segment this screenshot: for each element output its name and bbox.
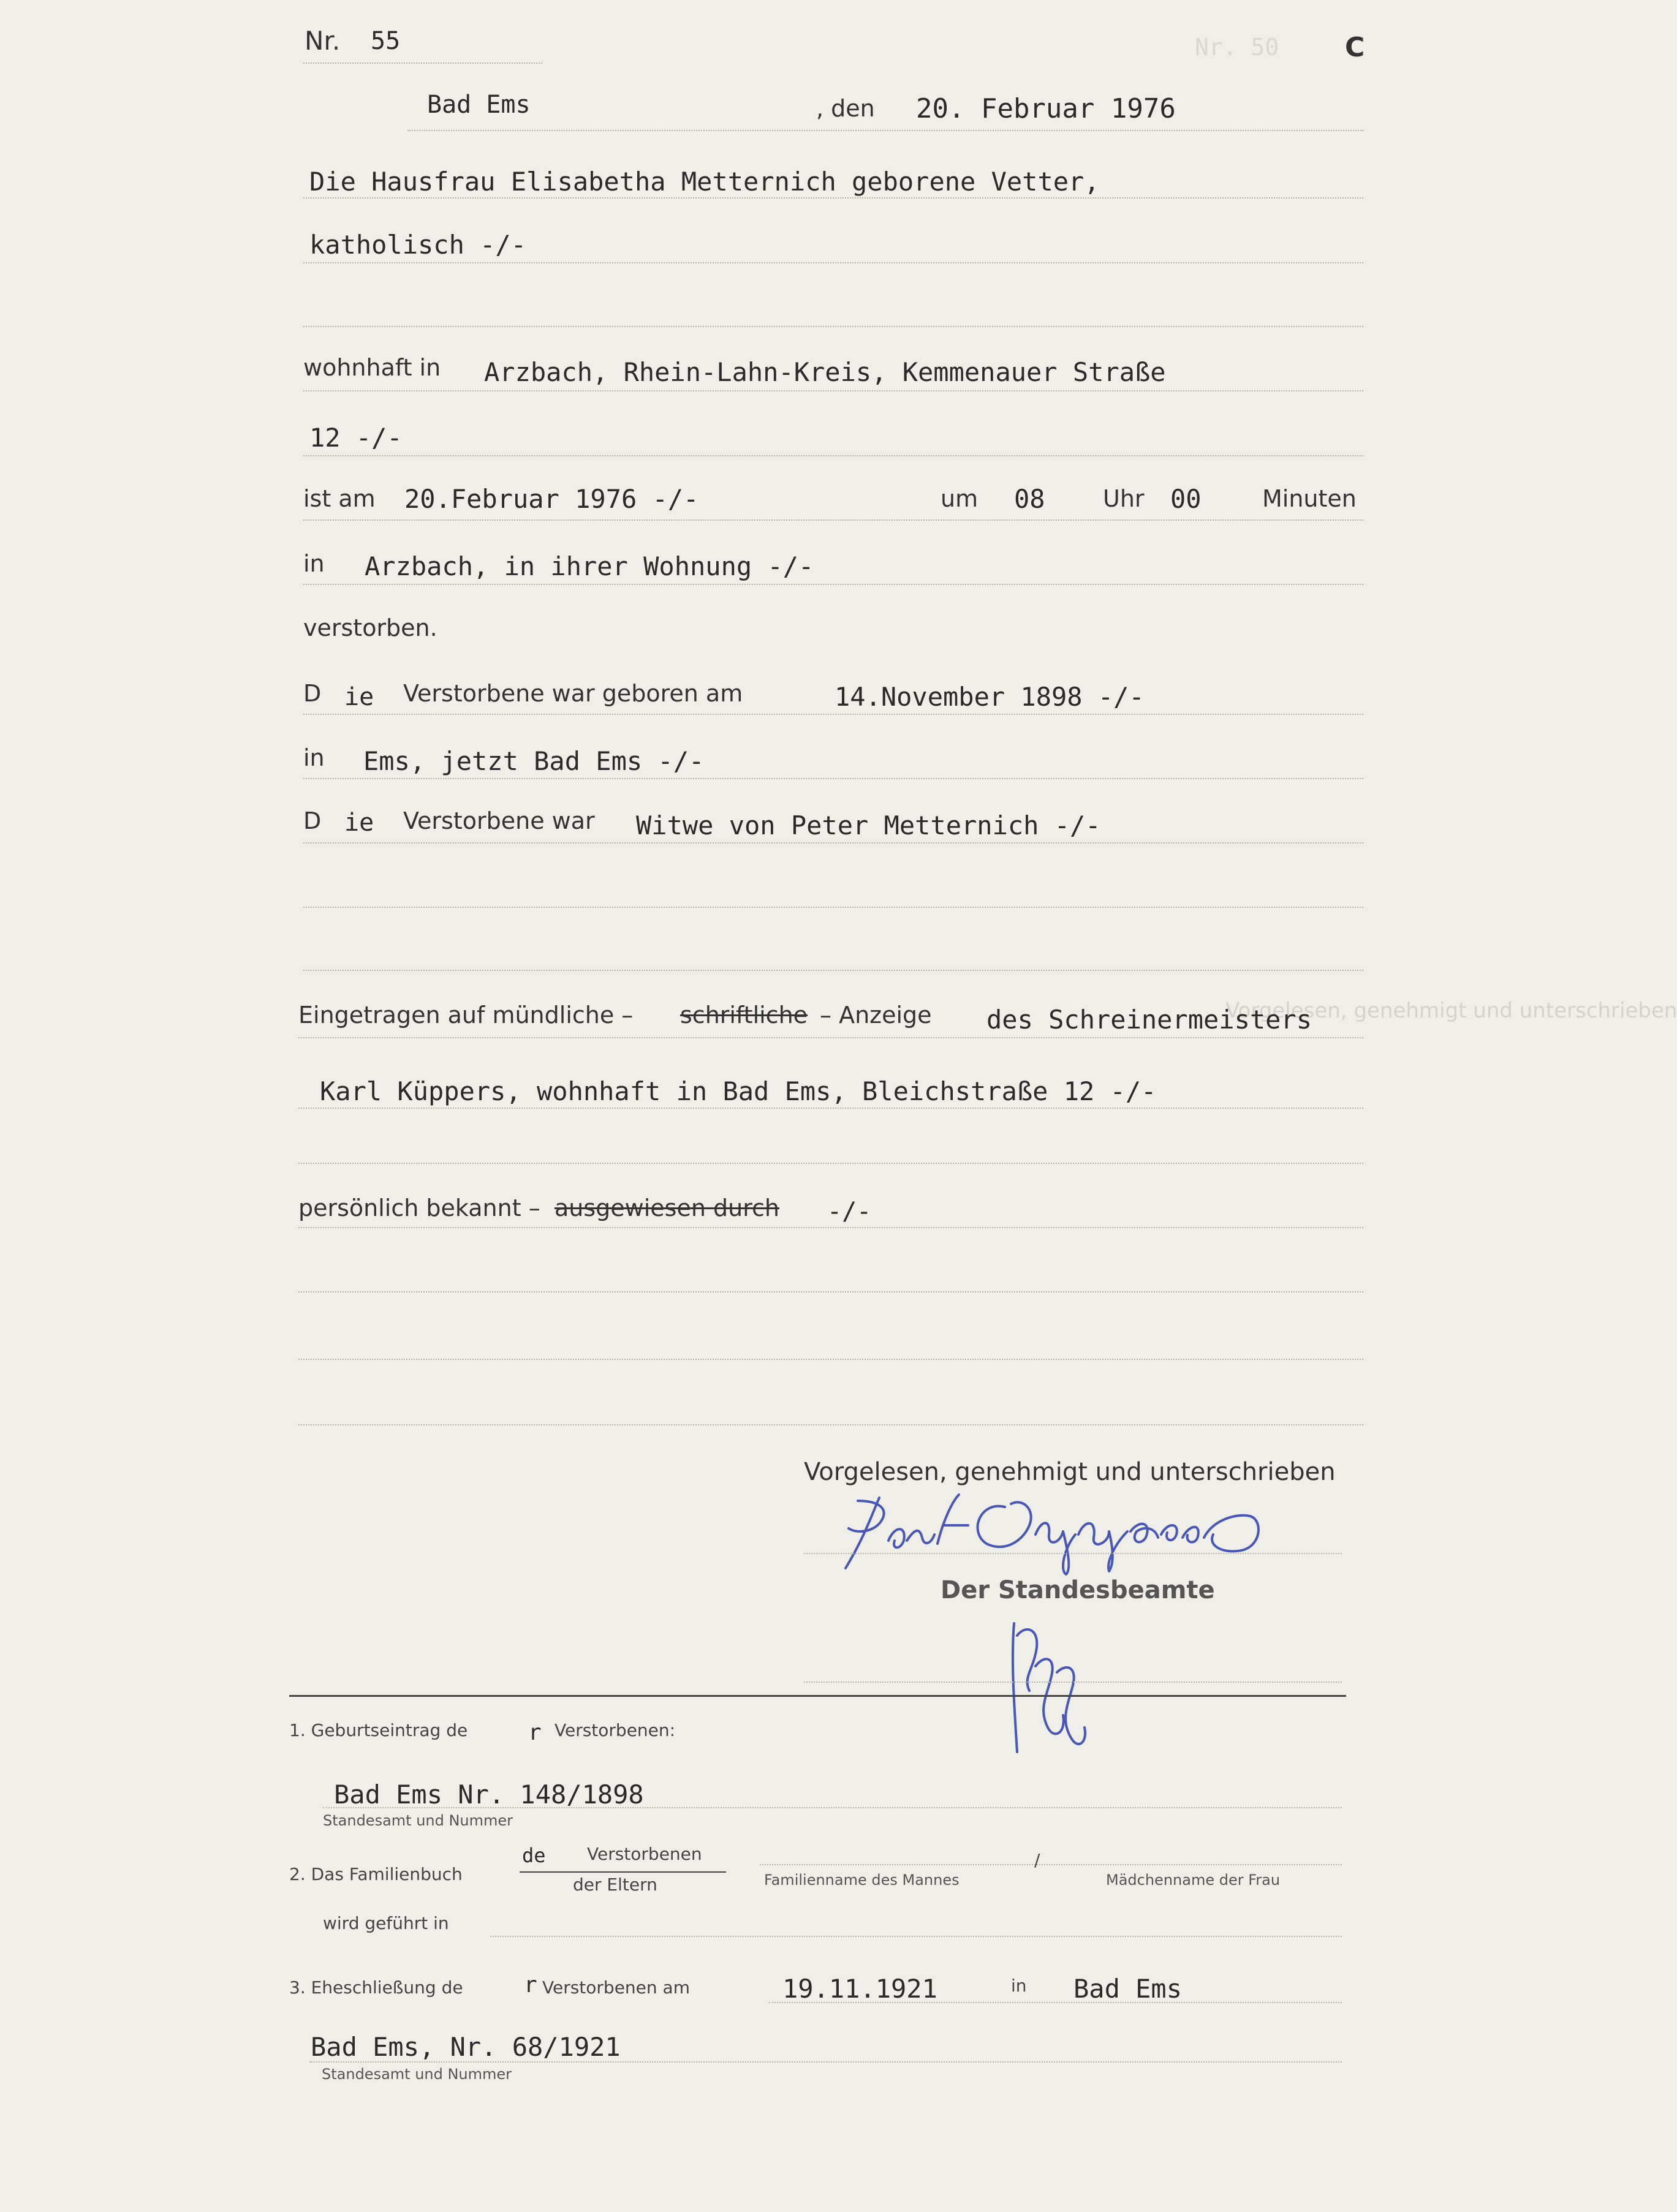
dotted-line [303,584,1363,585]
item3-caption: Standesamt und Nummer [322,2066,512,2083]
fraction-bar [520,1871,726,1873]
item2-frac-top: Verstorbenen [587,1844,702,1864]
ghost-text: Nr. 50 [1195,34,1279,61]
death-date: 20.Februar 1976 -/- [404,484,699,514]
official-title: Der Standesbeamte [941,1576,1215,1604]
report-typed-2: Karl Küppers, wohnhaft in Bad Ems, Bleichstraße 12 -/- [320,1076,1157,1106]
dotted-line [303,390,1363,391]
item2-frac-top-suffix: de [522,1844,546,1867]
geboren-label: Verstorbene war geboren am [403,680,743,707]
death-place: Arzbach, in ihrer Wohnung -/- [365,551,814,581]
item1-value: Bad Ems Nr. 148/1898 [334,1780,644,1810]
ist-am-label: ist am [303,485,376,512]
dotted-line [303,970,1363,971]
birth-place: Ems, jetzt Bad Ems -/- [363,746,705,776]
person-line-1: Die Hausfrau Elisabetha Metternich geborene Vetter, [309,167,1100,197]
birth-date: 14.November 1898 -/- [835,682,1145,712]
minuten-label: Minuten [1262,485,1357,512]
struck-ausgewiesen: ausgewiesen durch [555,1195,779,1221]
dotted-line [298,1108,1363,1109]
corner-letter: C [1345,32,1365,63]
dotted-line [298,1359,1363,1360]
uhr-label: Uhr [1103,485,1145,512]
item1-caption: Standesamt und Nummer [323,1812,513,1829]
item3-date: 19.11.1921 [782,1974,937,2004]
dotted-line [298,1227,1363,1228]
dotted-line [303,262,1363,263]
dotted-line [298,1424,1363,1425]
footer-divider [289,1695,1346,1697]
item1-label: 1. Geburtseintrag de [289,1720,468,1740]
dotted-line [804,1682,1342,1683]
in-label: in [303,550,325,577]
item3-place: Bad Ems [1073,1974,1183,2004]
death-hour: 08 [1014,484,1045,514]
item2-label: 2. Das Familienbuch [289,1864,463,1884]
nr-value: 55 [371,27,401,55]
in-label: in [303,744,325,771]
anzeige-label: – Anzeige [820,1002,932,1029]
status-label: Verstorbene war [403,807,595,834]
item3-in: in [1011,1976,1027,1996]
record-place: Bad Ems [427,91,531,119]
item3-suffix: r [524,1972,537,1998]
signature-official [999,1611,1097,1764]
dotted-line [760,1864,1342,1865]
dotted-line [490,1936,1342,1937]
dotted-line [303,326,1363,327]
d-label: D [303,680,322,707]
item2-maedchen: Mädchenname der Frau [1106,1871,1281,1889]
dotted-line [303,455,1363,456]
dotted-line [804,1553,1342,1554]
item3-value: Bad Ems, Nr. 68/1921 [311,2032,621,2062]
death-minutes: 00 [1170,484,1202,514]
wohnhaft-label: wohnhaft in [303,354,441,381]
item2-mann: Familienname des Mannes [764,1871,960,1889]
dotted-line [323,1807,1342,1808]
person-line-2: katholisch -/- [309,230,527,260]
dotted-line [303,842,1363,844]
um-label: um [941,485,979,512]
dotted-line [303,197,1363,198]
verstorben-label: verstorben. [303,614,437,641]
residence-line-2: 12 -/- [309,423,403,453]
residence-line-1: Arzbach, Rhein-Lahn-Kreis, Kemmenauer Straße [484,357,1166,387]
eingetragen-label: Eingetragen auf mündliche – [298,1002,634,1029]
item2-line2: wird geführt in [323,1913,449,1933]
dotted-line [303,907,1363,908]
item2-frac-bottom: der Eltern [573,1874,657,1895]
dotted-line [769,2002,1342,2003]
dotted-line [298,1037,1363,1038]
dotted-line [303,714,1363,715]
item3-label-end: Verstorbenen am [542,1977,690,1998]
dotted-line [303,519,1363,521]
dotted-line [298,1291,1363,1293]
dotted-line [298,1163,1363,1164]
report-typed-1: des Schreinermeisters [986,1005,1312,1035]
ie-typed: ie [344,683,374,711]
record-date: 20. Februar 1976 [916,93,1176,124]
dotted-line [407,130,1363,131]
ghost-text: Vorgelesen, genehmigt und unterschrieben [1225,998,1677,1023]
dotted-line [303,778,1363,779]
dotted-line [303,62,542,64]
item3-label: 3. Eheschließung de [289,1977,463,1998]
nr-label: Nr. [305,26,341,56]
status-value: Witwe von Peter Metternich -/- [636,810,1101,840]
d-label: D [303,807,322,834]
ie-typed: ie [344,809,374,837]
struck-schriftliche: schriftliche [680,1002,808,1029]
closing-text: Vorgelesen, genehmigt und unterschrieben [804,1458,1336,1486]
item2-slash: / [1034,1850,1040,1870]
item1-label-end: Verstorbenen: [555,1720,676,1740]
signature-witness [821,1482,1348,1574]
identity-typed: -/- [827,1198,872,1226]
bekannt-label: persönlich bekannt – [298,1195,540,1221]
dotted-line [309,2061,1342,2063]
den-label: , den [816,95,875,122]
item1-suffix: r [528,1720,542,1745]
